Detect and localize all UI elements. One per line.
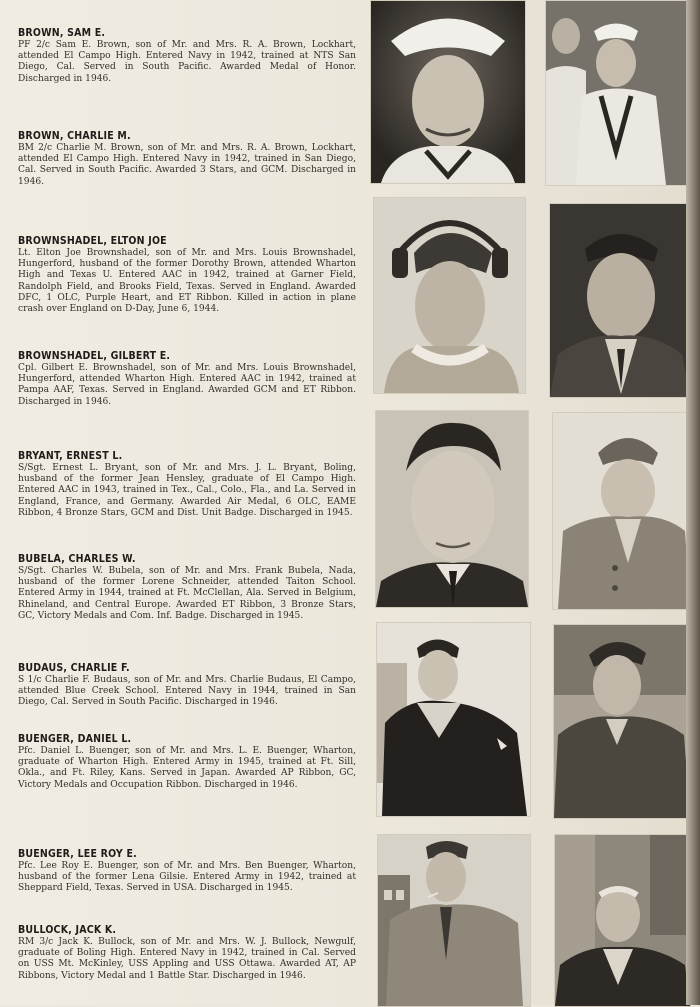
entry-bubela-charles: [18, 553, 356, 622]
portrait-photo: [553, 624, 691, 819]
portrait-photo: [554, 834, 691, 1007]
portrait-photo: [377, 834, 531, 1007]
portrait-photo: [373, 197, 526, 394]
entry-brown-sam: [18, 27, 356, 85]
entry-buenger-leeroy: [18, 848, 356, 895]
entry-text: PF 2/c Sam E. Brown, son of Mr. and Mrs. R. A. Brown, Lockhart, attended El Campo High. Entered Navy in 1942, trained at NTS San Diego, Cal. Served in South Pacific. Awarded Medal of Honor. Discharged in 1946.: [18, 40, 356, 84]
entry-bullock-jack: [18, 924, 356, 982]
entry-budaus-charlie: [18, 662, 356, 709]
entry-name: BUDAUS, CHARLIE F.: [18, 662, 130, 674]
portrait-photo: [552, 412, 691, 610]
entry-bryant-ernest: [18, 450, 356, 519]
entry-text: S/Sgt. Charles W. Bubela, son of Mr. and Mrs. Frank Bubela, Nada, husband of the former Lorene Schneider, attended Taiton School. Entered Army in 1944, trained at Ft. McClellan, Ala. Served in Belgium, Rhineland, and Central Europe. Awarded ET Ribbon, 3 Bronze Stars, GC, Victory Medals and Com. Inf. Badge. Discharged in 1945.: [18, 566, 356, 621]
portrait-photo: [545, 0, 690, 186]
entry-name: BUBELA, CHARLES W.: [18, 553, 136, 565]
entry-text: Lt. Elton Joe Brownshadel, son of Mr. and Mrs. Louis Brownshadel, Hungerford, husband of the former Dorothy Brown, attended Wharton High and Texas U. Entered AAC in 1942, trained at Garner Field, Randolph Field, and Brooks Field, Texas. Served in England. Awarded DFC, 1 OLC, Purple Heart, and ET Ribbon. Killed in action in plane crash over England on D-Day, June 6, 1944.: [18, 248, 356, 315]
portrait-photo: [376, 622, 531, 817]
portrait-photo: [549, 203, 691, 398]
entry-text: BM 2/c Charlie M. Brown, son of Mr. and Mrs. R. A. Brown, Lockhart, attended El Campo High. Entered Navy in 1942, trained in San Diego, Cal. Served in South Pacific. Awarded 3 Stars, and GCM. Discharged in 1946.: [18, 143, 356, 187]
entry-text: Cpl. Gilbert E. Brownshadel, son of Mr. and Mrs. Louis Brownshadel, Hungerford, attended Wharton High. Entered AAC in 1942, trained at Pampa AAF, Texas. Served in England. Awarded GCM and ET Ribbon. Discharged in 1946.: [18, 363, 356, 407]
entry-name: BROWN, CHARLIE M.: [18, 130, 131, 142]
entry-name: BROWNSHADEL, ELTON JOE: [18, 235, 167, 247]
entry-buenger-daniel: [18, 733, 356, 791]
entry-name: BROWNSHADEL, GILBERT E.: [18, 350, 171, 362]
portrait-photo: [370, 0, 526, 184]
entry-brown-charlie: [18, 130, 356, 188]
page-edge-shadow: [686, 0, 700, 1005]
entry-text: RM 3/c Jack K. Bullock, son of Mr. and Mrs. W. J. Bullock, Newgulf, graduate of Boling High. Entered Navy in 1942, trained in Cal. Served on USS Mt. McKinley, USS Appling and USS Ottawa. Awarded AT, AP Ribbons, Victory Medal and 1 Battle Star. Discharged in 1946.: [18, 937, 356, 981]
entry-text: S/Sgt. Ernest L. Bryant, son of Mr. and Mrs. J. L. Bryant, Boling, husband of the former Jean Hensley, graduate of El Campo High. Entered AAC in 1943, trained in Tex., Cal., Colo., Fla., and La. Served in England, France, and Germany. Awarded Air Medal, 6 OLC, EAME Ribbon, 4 Bronze Stars, GCM and Dist. Unit Badge. Discharged in 1945.: [18, 463, 356, 518]
portrait-photo: [375, 410, 529, 608]
entry-text: Pfc. Lee Roy E. Buenger, son of Mr. and Mrs. Ben Buenger, Wharton, husband of the former Lena Gilsie. Entered Army in 1942, trained at Sheppard Field, Texas. Served in USA. Discharged in 1945.: [18, 861, 356, 894]
entry-text: S 1/c Charlie F. Budaus, son of Mr. and Mrs. Charlie Budaus, El Campo, attended Blue Creek School. Entered Navy in 1944, trained in San Diego, Cal. Served in South Pacific. Discharged in 1946.: [18, 675, 356, 708]
entry-name: BRYANT, ERNEST L.: [18, 450, 123, 462]
entry-text: Pfc. Daniel L. Buenger, son of Mr. and Mrs. L. E. Buenger, Wharton, graduate of Wharton High. Entered Army in 1945, trained at Ft. Sill, Okla., and Ft. Riley, Kans. Served in Japan. Awarded AP Ribbon, GC, Victory Medals and Occupation Ribbon. Discharged in 1946.: [18, 746, 356, 790]
entry-name: BROWN, SAM E.: [18, 27, 106, 39]
entry-name: BULLOCK, JACK K.: [18, 924, 117, 936]
entry-brownshadel-gilbert: [18, 350, 356, 408]
entry-brownshadel-elton: [18, 235, 356, 315]
entry-name: BUENGER, LEE ROY E.: [18, 848, 137, 860]
entry-name: BUENGER, DANIEL L.: [18, 733, 132, 745]
